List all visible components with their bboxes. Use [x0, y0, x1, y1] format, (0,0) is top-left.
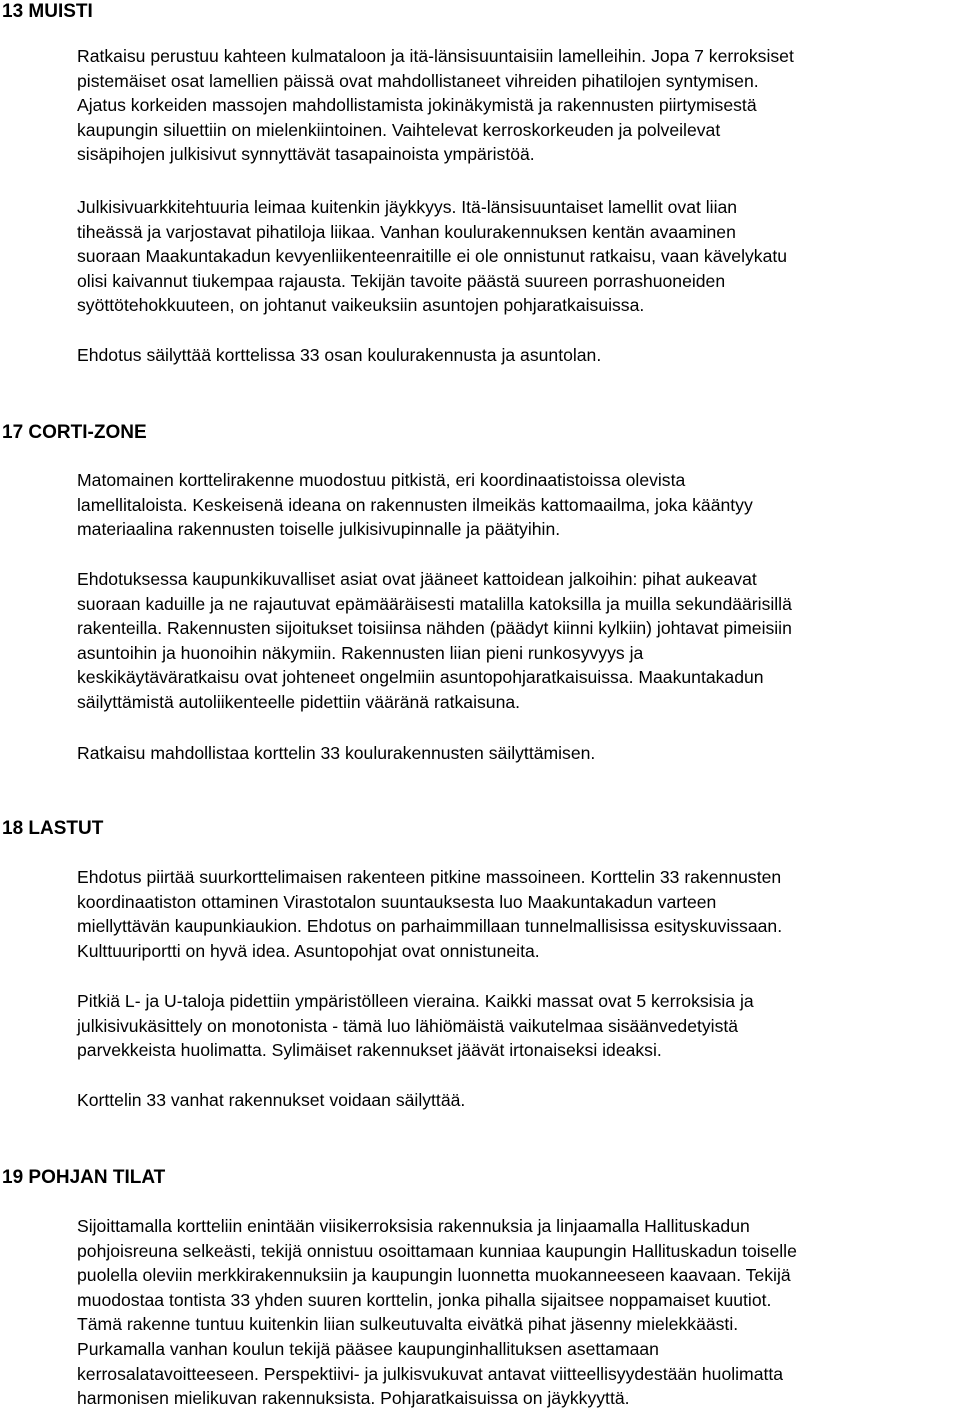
- text-line: pohjoisreuna selkeästi, tekijä onnistuu osoittamaan kunniaa kaupungin Hallituskadun toiselle: [77, 1240, 797, 1261]
- text-line: kaupungin siluettiin on mielenkiintoinen. Vaihtelevat kerroskorkeuden ja polveilevat: [77, 119, 721, 140]
- text-line: parvekkeista huolimatta. Sylimäiset rakennukset jäävät irtonaiseksi ideaksi.: [77, 1040, 662, 1061]
- section-heading: 19 POHJAN TILAT: [2, 1167, 166, 1188]
- text-line: muodostaa tontista 33 yhden suuren korttelin, jonka pihalla sijaitsee noppamaiset kuutiot.: [77, 1289, 772, 1310]
- text-line: harmonisen mielikuvan rakennuksista. Pohjaratkaisuissa on jäykkyyttä.: [77, 1388, 630, 1409]
- paragraph: [77, 1214, 957, 1411]
- text-line: lamellitaloista. Keskeisenä ideana on rakennusten ilmeikäs kattomaailma, joka kääntyy: [77, 494, 753, 515]
- text-line: syöttötehokkuuteen, on johtanut vaikeuksiin asuntojen pohjaratkaisuissa.: [77, 295, 645, 316]
- text-line: suoraan Maakuntakadun kevyenliikenteenraitille ei ole onnistunut ratkaisu, vaan kävelykatu: [77, 246, 788, 267]
- text-line: puolella oleviin merkkirakennuksiin ja kaupungin luonnetta muokanneeseen kaavaan. Tekijä: [77, 1265, 791, 1286]
- text-line: kerrosalatavoitteeseen. Perspektiivi- ja julkisvukuvat antavat viitteellisyydestään huolimatta: [77, 1363, 784, 1384]
- paragraph: [77, 468, 957, 542]
- text-line: Ehdotus säilyttää korttelissa 33 osan koulurakennusta ja asuntolan.: [77, 345, 602, 365]
- text-line: keskikäytäväratkaisu ovat johteneet ongelmiin asuntopohjaratkaisuissa. Maakuntakadun: [77, 667, 764, 688]
- paragraph: [77, 195, 957, 318]
- text-line: Ratkaisu mahdollistaa korttelin 33 koulurakennusten säilyttämisen.: [77, 743, 596, 763]
- text-line: Ajatus korkeiden massojen mahdollistamista jokinäkymistä ja rakennusten piirtymisestä: [77, 95, 757, 116]
- text-line: Tämä rakenne tuntuu kuitenkin liian sulkeutuvalta eivätkä pihat jäsenny mielekkäästi.: [77, 1314, 739, 1335]
- paragraph: [77, 865, 957, 963]
- text-line: pistemäiset osat lamellien päissä ovat mahdollistaneet vihreiden pihatilojen syntymisen.: [77, 70, 759, 91]
- paragraph: [77, 989, 957, 1063]
- text-line: Korttelin 33 vanhat rakennukset voidaan säilyttää.: [77, 1090, 466, 1110]
- text-line: Julkisivuarkkitehtuuria leimaa kuitenkin jäykkyys. Itä-länsisuuntaiset lamellit ovat liian: [77, 197, 738, 217]
- text-line: materiaalina rakennusten toiselle julkisivupinnalle ja päätyihin.: [77, 519, 561, 540]
- text-line: Kulttuuriportti on hyvä idea. Asuntopohjat ovat onnistuneita.: [77, 940, 540, 961]
- text-line: säilyttämistä autoliikenteelle pidettiin vääränä ratkaisuna.: [77, 691, 521, 712]
- section-heading: 13 MUISTI: [2, 1, 93, 22]
- text-line: Ehdotuksessa kaupunkikuvalliset asiat ovat jääneet kattoidean jalkoihin: pihat aukeavat: [77, 569, 757, 589]
- text-line: Ratkaisu perustuu kahteen kulmataloon ja itä-länsisuuntaisiin lamelleihin. Jopa 7 kerroksiset: [77, 46, 794, 66]
- paragraph: [77, 741, 957, 766]
- text-line: suoraan kaduille ja ne rajautuvat epämääräisesti matalilla katoksilla ja muilla sekundäärisillä: [77, 593, 792, 614]
- paragraph: [77, 1088, 957, 1113]
- paragraph: [77, 343, 957, 368]
- text-line: sisäpihojen julkisivut synnyttävät tasapainoista ympäristöä.: [77, 144, 535, 165]
- text-line: olisi kaivannut tiukempaa rajausta. Tekijän tavoite päästä suureen porrashuoneiden: [77, 270, 726, 291]
- text-line: rakenteilla. Rakennusten sijoitukset toisiinsa nähden (päädyt kiinni kylkiin) johtavat pimeisiin: [77, 618, 792, 639]
- text-line: Pitkiä L- ja U-taloja pidettiin ympäristölleen vieraina. Kaikki massat ovat 5 kerroksisia ja: [77, 991, 754, 1011]
- text-line: asuntoihin ja huonoihin näkymiin. Rakennusten liian pieni runkosyvyys ja: [77, 642, 644, 663]
- text-line: Matomainen korttelirakenne muodostuu pitkistä, eri koordinaatistoissa olevista: [77, 470, 686, 490]
- text-line: Ehdotus piirtää suurkorttelimaisen rakenteen pitkine massoineen. Korttelin 33 rakennusten: [77, 867, 782, 887]
- text-line: julkisivukäsittely on monotonista - tämä luo lähiömäistä vaikutelmaa sisäänvedetyistä: [77, 1015, 739, 1036]
- paragraph: [77, 567, 957, 715]
- section-heading: 18 LASTUT: [2, 818, 104, 839]
- text-line: tiheässä ja varjostavat pihatiloja liikaa. Vanhan koulurakennuksen kentän avaaminen: [77, 221, 736, 242]
- section-heading: 17 CORTI-ZONE: [2, 422, 147, 443]
- text-line: koordinaatiston ottaminen Virastotalon suuntauksesta luo Maakuntakadun varteen: [77, 891, 717, 912]
- text-line: miellyttävän kaupunkiaukion. Ehdotus on parhaimmillaan tunnelmallisissa esityskuvissaan.: [77, 916, 783, 937]
- paragraph: [77, 44, 957, 167]
- text-line: Purkamalla vanhan koulun tekijä pääsee kaupunginhallituksen asettamaan: [77, 1338, 659, 1359]
- text-line: Sijoittamalla kortteliin enintään viisikerroksisia rakennuksia ja linjaamalla Hallituskadun: [77, 1216, 750, 1236]
